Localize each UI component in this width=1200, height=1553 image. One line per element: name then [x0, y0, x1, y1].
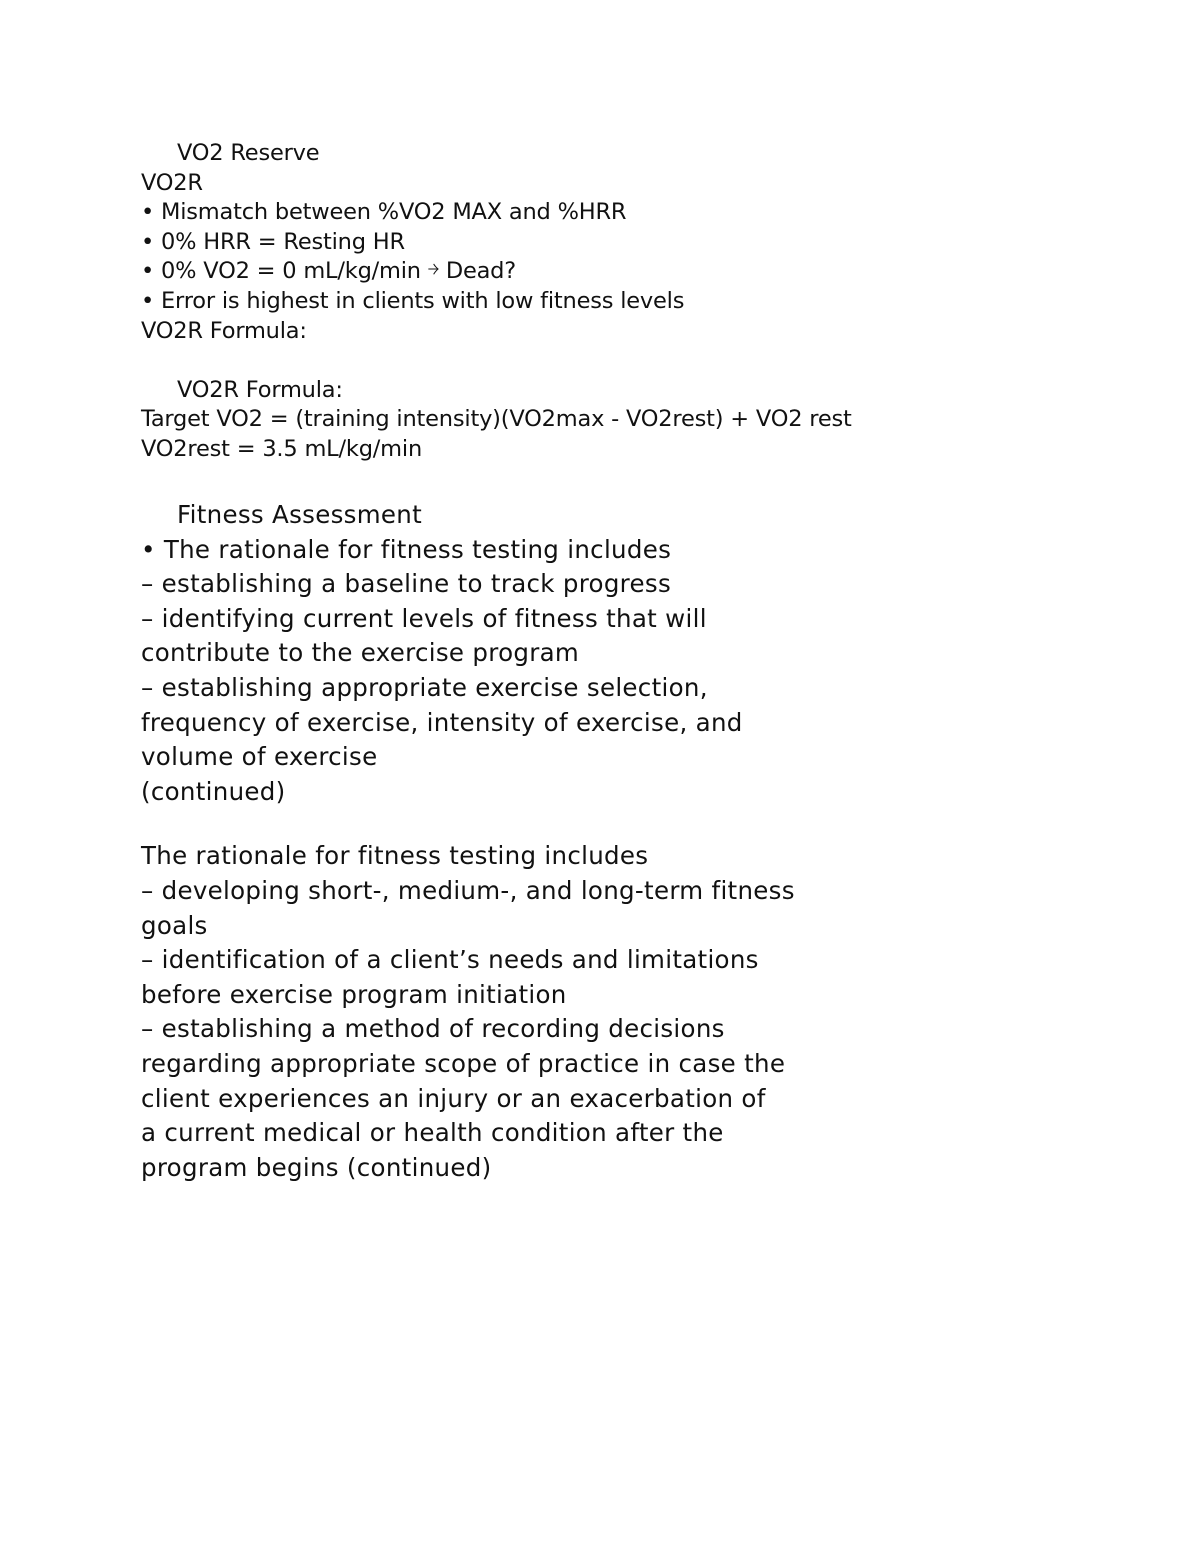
fa-line-5: – establishing appropriate exercise selection, — [141, 672, 708, 702]
fitness-assessment-section — [141, 498, 1101, 1185]
vo2-section — [141, 139, 1101, 465]
rc-line-6: – establishing a method of recording decisions — [141, 1014, 725, 1044]
fa-line-1: • The rationale for fitness testing includes — [141, 534, 672, 564]
target-vo2-formula: Target VO2 = (training intensity)(VO2max - VO2rest) + VO2 rest — [141, 406, 852, 433]
spacer — [141, 346, 1101, 376]
vo2r-subtitle: VO2R — [141, 169, 203, 196]
fitness-assessment-title: Fitness Assessment — [177, 500, 423, 529]
rc-line-3: goals — [141, 910, 208, 940]
rc-line-9: a current medical or health condition after the — [141, 1118, 724, 1148]
vo2-bullet-2: • 0% HRR = Resting HR — [141, 228, 405, 255]
rc-line-2: – developing short-, medium-, and long-term fitness — [141, 875, 795, 905]
fa-line-2: – establishing a baseline to track progress — [141, 569, 672, 599]
fa-line-4: contribute to the exercise program — [141, 638, 580, 668]
vo2-bullet-1: • Mismatch between %VO2 MAX and %HRR — [141, 199, 627, 226]
rc-line-7: regarding appropriate scope of practice in case the — [141, 1048, 786, 1078]
vo2-bullet-4: • Error is highest in clients with low fitness levels — [141, 287, 685, 314]
fa-line-8: (continued) — [141, 776, 286, 806]
rc-line-4: – identification of a client’s needs and limitations — [141, 945, 759, 975]
vo2r-formula-title: VO2R Formula: — [177, 376, 343, 403]
vo2-bullet-3: • 0% VO2 = 0 mL/kg/min ￫ Dead? — [141, 258, 517, 285]
spacer — [141, 809, 1101, 839]
fa-line-6: frequency of exercise, intensity of exercise, and — [141, 707, 743, 737]
rc-line-5: before exercise program initiation — [141, 979, 567, 1009]
fa-line-3: – identifying current levels of fitness that will — [141, 603, 707, 633]
fa-line-7: volume of exercise — [141, 742, 378, 772]
vo2rest-value: VO2rest = 3.5 mL/kg/min — [141, 435, 423, 462]
vo2r-formula-label: VO2R Formula: — [141, 317, 307, 344]
rc-line-8: client experiences an injury or an exacerbation of — [141, 1083, 766, 1113]
rc-line-1: The rationale for fitness testing includes — [141, 841, 649, 871]
rc-line-10: program begins (continued) — [141, 1152, 492, 1182]
vo2-reserve-title: VO2 Reserve — [177, 140, 320, 166]
